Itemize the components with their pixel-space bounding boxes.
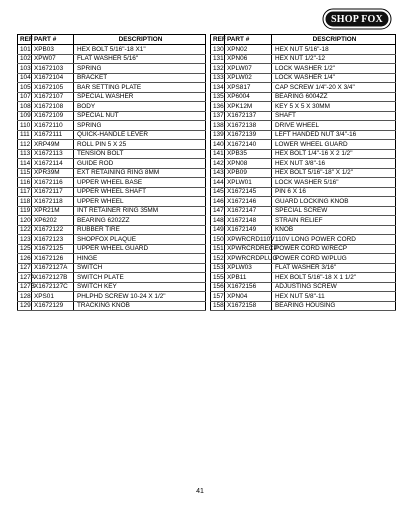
description-cell: UPPER WHEEL BASE	[74, 178, 206, 188]
description-cell: HEX NUT 5/8"-11	[272, 292, 396, 302]
part-number-cell: X1672108	[32, 102, 74, 112]
part-number-cell: X1672127C	[32, 282, 74, 292]
table-row	[211, 178, 396, 188]
part-number-cell: X1672149	[225, 225, 272, 235]
table-row	[18, 282, 206, 292]
ref-cell: 153	[211, 263, 225, 273]
part-number-cell: XPN06	[225, 54, 272, 64]
description-cell: EXT RETAINING RING 8MM	[74, 168, 206, 178]
ref-cell: 118	[18, 197, 32, 207]
part-number-cell: XP6202	[32, 216, 74, 226]
ref-cell: 142	[211, 159, 225, 169]
description-cell: SWITCH PLATE	[74, 273, 206, 283]
ref-cell: 119	[18, 206, 32, 216]
description-cell: TRACKING KNOB	[74, 301, 206, 311]
part-number-cell: XPS817	[225, 83, 272, 93]
table-row	[18, 206, 206, 216]
ref-cell: 157	[211, 292, 225, 302]
description-cell: POWER CORD W/PLUG	[272, 254, 396, 264]
part-number-cell: XPN04	[225, 292, 272, 302]
table-row	[18, 121, 206, 131]
part-number-cell: X1672127B	[32, 273, 74, 283]
description-cell: DRIVE WHEEL	[272, 121, 396, 131]
description-cell: FLAT WASHER 3/16"	[272, 263, 396, 273]
table-row	[18, 111, 206, 121]
description-cell: POWER CORD W/RECP	[272, 244, 396, 254]
part-number-cell: X1672139	[225, 130, 272, 140]
description-cell: SWITCH KEY	[74, 282, 206, 292]
table-row	[18, 140, 206, 150]
description-cell: GUIDE ROD	[74, 159, 206, 169]
ref-cell: 147	[211, 206, 225, 216]
part-number-cell: X1672138	[225, 121, 272, 131]
description-column-header: DESCRIPTION	[74, 35, 206, 45]
description-cell: PHLPHD SCREW 10-24 X 1/2"	[74, 292, 206, 302]
part-number-cell: XRP49M	[32, 140, 74, 150]
part-number-cell: X1672111	[32, 130, 74, 140]
table-row	[18, 244, 206, 254]
ref-cell: 117	[18, 187, 32, 197]
table-row	[18, 45, 206, 55]
description-cell: SWITCH	[74, 263, 206, 273]
description-cell: SHOPFOX PLAQUE	[74, 235, 206, 245]
ref-cell: 115	[18, 168, 32, 178]
table-row	[211, 197, 396, 207]
part-number-cell: XPR21M	[32, 206, 74, 216]
part-number-cell: XPWRCRD110V	[225, 235, 272, 245]
part-number-cell: X1672107	[32, 92, 74, 102]
ref-cell: 126	[18, 254, 32, 264]
description-cell: BODY	[74, 102, 206, 112]
table-row	[211, 149, 396, 159]
description-cell: SHAFT	[272, 111, 396, 121]
ref-cell: 144	[211, 178, 225, 188]
part-number-cell: X1672126	[32, 254, 74, 264]
ref-cell: 123	[18, 235, 32, 245]
table-row	[18, 197, 206, 207]
table-header-row	[18, 35, 206, 45]
part-number-cell: XPR39M	[32, 168, 74, 178]
part-number-cell: X1672147	[225, 206, 272, 216]
ref-cell: 137	[211, 111, 225, 121]
table-row	[18, 73, 206, 83]
description-cell: HEX BOLT 5/16"-18" X 1/2"	[272, 168, 396, 178]
description-cell: SPECIAL WASHER	[74, 92, 206, 102]
table-row	[211, 45, 396, 55]
description-cell: PIN 6 X 16	[272, 187, 396, 197]
description-cell: ROLL PIN 5 X 25	[74, 140, 206, 150]
ref-cell: 140	[211, 140, 225, 150]
part-number-cell: X1672118	[32, 197, 74, 207]
table-row	[18, 149, 206, 159]
ref-cell: 150	[211, 235, 225, 245]
description-cell: HEX NUT 1/2"-12	[272, 54, 396, 64]
ref-cell: 143	[211, 168, 225, 178]
ref-cell: 113	[18, 149, 32, 159]
description-cell: BAR SETTING PLATE	[74, 83, 206, 93]
parts-table-left	[17, 34, 206, 311]
ref-cell: 114	[18, 159, 32, 169]
description-cell: SPRING	[74, 121, 206, 131]
ref-cell: 129	[18, 301, 32, 311]
part-number-cell: X1672137	[225, 111, 272, 121]
ref-cell: 134	[211, 83, 225, 93]
description-cell: LOCK WASHER 1/2"	[272, 64, 396, 74]
ref-cell: 136	[211, 102, 225, 112]
part-number-cell: X1672125	[32, 244, 74, 254]
table-row	[211, 168, 396, 178]
table-row	[211, 130, 396, 140]
table-row	[18, 301, 206, 311]
table-row	[18, 54, 206, 64]
description-cell: LOCK WASHER 1/4"	[272, 73, 396, 83]
table-row	[18, 102, 206, 112]
part-number-cell: X1672123	[32, 235, 74, 245]
table-row	[211, 254, 396, 264]
ref-cell: 102	[18, 54, 32, 64]
ref-cell: 105	[18, 83, 32, 93]
description-cell: TENSION BOLT	[74, 149, 206, 159]
ref-cell: 122	[18, 225, 32, 235]
description-cell: HEX BOLT 1/4"-16 X 2 1/2"	[272, 149, 396, 159]
description-cell: ADJUSTING SCREW	[272, 282, 396, 292]
part-number-cell: XP6004	[225, 92, 272, 102]
table-row	[211, 292, 396, 302]
part-number-cell: X1672158	[225, 301, 272, 311]
ref-cell: 112	[18, 140, 32, 150]
table-row	[211, 54, 396, 64]
part-column-header: PART #	[32, 35, 74, 45]
ref-cell: 145	[211, 187, 225, 197]
part-number-cell: XPLW02	[225, 73, 272, 83]
part-number-cell: X1672129	[32, 301, 74, 311]
ref-cell: 109	[18, 111, 32, 121]
description-cell: LEFT HANDED NUT 3/4"-16	[272, 130, 396, 140]
part-number-cell: X1672148	[225, 216, 272, 226]
part-number-cell: XPK12M	[225, 102, 272, 112]
ref-cell: 152	[211, 254, 225, 264]
table-row	[211, 187, 396, 197]
description-cell: HEX BOLT 5/16"-18 X 1 1/2"	[272, 273, 396, 283]
part-number-cell: X1672109	[32, 111, 74, 121]
ref-cell: 131	[211, 54, 225, 64]
ref-cell: 127B	[18, 282, 32, 292]
ref-cell: 127	[18, 263, 32, 273]
table-row	[211, 102, 396, 112]
description-cell: LOCK WASHER 5/16"	[272, 178, 396, 188]
ref-column-header: REF	[211, 35, 225, 45]
part-number-cell: XPB09	[225, 168, 272, 178]
description-cell: UPPER WHEEL SHAFT	[74, 187, 206, 197]
table-row	[18, 178, 206, 188]
description-column-header: DESCRIPTION	[272, 35, 396, 45]
part-column-header: PART #	[225, 35, 272, 45]
description-cell: STRAIN RELIEF	[272, 216, 396, 226]
ref-cell: 139	[211, 130, 225, 140]
description-cell: BRACKET	[74, 73, 206, 83]
description-cell: HEX BOLT 5/16"-18 X1"	[74, 45, 206, 55]
part-number-cell: XPLW03	[225, 263, 272, 273]
part-number-cell: XPB03	[32, 45, 74, 55]
table-row	[18, 64, 206, 74]
part-number-cell: X1672122	[32, 225, 74, 235]
description-cell: SPRING	[74, 64, 206, 74]
ref-column-header: REF	[18, 35, 32, 45]
description-cell: KNOB	[272, 225, 396, 235]
description-cell: GUARD LOCKING KNOB	[272, 197, 396, 207]
part-number-cell: X1672114	[32, 159, 74, 169]
ref-cell: 110	[18, 121, 32, 131]
part-number-cell: XPN02	[225, 45, 272, 55]
description-cell: BEARING 6202ZZ	[74, 216, 206, 226]
description-cell: SPECIAL SCREW	[272, 206, 396, 216]
ref-cell: 132	[211, 64, 225, 74]
table-row	[211, 282, 396, 292]
ref-cell: 108	[18, 102, 32, 112]
table-row	[18, 225, 206, 235]
part-number-cell: XPS01	[32, 292, 74, 302]
table-row	[211, 111, 396, 121]
ref-cell: 120	[18, 216, 32, 226]
ref-cell: 138	[211, 121, 225, 131]
table-row	[211, 263, 396, 273]
table-row	[211, 216, 396, 226]
table-row	[211, 83, 396, 93]
table-row	[211, 206, 396, 216]
table-row	[18, 168, 206, 178]
part-number-cell: X1672117	[32, 187, 74, 197]
table-row	[18, 187, 206, 197]
ref-cell: 158	[211, 301, 225, 311]
ref-cell: 128	[18, 292, 32, 302]
table-header-row	[211, 35, 396, 45]
description-cell: INT RETAINER RING 35MM	[74, 206, 206, 216]
table-row	[211, 92, 396, 102]
part-number-cell: XPWRCRDRECP	[225, 244, 272, 254]
part-number-cell: X1672156	[225, 282, 272, 292]
ref-cell: 135	[211, 92, 225, 102]
ref-cell: 125	[18, 244, 32, 254]
part-number-cell: XPLW01	[225, 178, 272, 188]
table-row	[211, 121, 396, 131]
description-cell: BEARING 6004ZZ	[272, 92, 396, 102]
part-number-cell: X1672104	[32, 73, 74, 83]
ref-cell: 103	[18, 64, 32, 74]
description-cell: SPECIAL NUT	[74, 111, 206, 121]
description-cell: HEX NUT 5/16"-18	[272, 45, 396, 55]
part-number-cell: X1672105	[32, 83, 74, 93]
part-number-cell: XPB11	[225, 273, 272, 283]
description-cell: RUBBER TIRE	[74, 225, 206, 235]
description-cell: UPPER WHEEL	[74, 197, 206, 207]
part-number-cell: XPW07	[32, 54, 74, 64]
table-row	[211, 273, 396, 283]
ref-cell: 155	[211, 273, 225, 283]
part-number-cell: X1672103	[32, 64, 74, 74]
table-row	[18, 159, 206, 169]
logo-text: SHOP FOX	[331, 13, 383, 25]
table-row	[211, 73, 396, 83]
table-row	[211, 244, 396, 254]
table-row	[211, 235, 396, 245]
part-number-cell: XPN08	[225, 159, 272, 169]
table-row	[18, 273, 206, 283]
description-cell: 110V LONG POWER CORD	[272, 235, 396, 245]
table-row	[18, 235, 206, 245]
part-number-cell: X1672113	[32, 149, 74, 159]
shop-fox-logo	[322, 8, 392, 30]
table-row	[18, 216, 206, 226]
ref-cell: 151	[211, 244, 225, 254]
part-number-cell: XPLW07	[225, 64, 272, 74]
ref-cell: 107	[18, 92, 32, 102]
description-cell: LOWER WHEEL GUARD	[272, 140, 396, 150]
page-number: 41	[196, 488, 204, 495]
table-row	[211, 301, 396, 311]
description-cell: QUICK-HANDLE LEVER	[74, 130, 206, 140]
ref-cell: 130	[211, 45, 225, 55]
ref-cell: 148	[211, 216, 225, 226]
table-row	[211, 64, 396, 74]
description-cell: HEX NUT 3/8"-16	[272, 159, 396, 169]
part-number-cell: X1672140	[225, 140, 272, 150]
ref-cell: 141	[211, 149, 225, 159]
ref-cell: 149	[211, 225, 225, 235]
ref-cell: 146	[211, 197, 225, 207]
ref-cell: 127A	[18, 273, 32, 283]
table-row	[18, 130, 206, 140]
table-row	[211, 140, 396, 150]
table-row	[18, 292, 206, 302]
ref-cell: 133	[211, 73, 225, 83]
table-row	[18, 92, 206, 102]
ref-cell: 111	[18, 130, 32, 140]
table-row	[18, 254, 206, 264]
description-cell: CAP SCREW 1/4"-20 X 3/4"	[272, 83, 396, 93]
ref-cell: 104	[18, 73, 32, 83]
part-number-cell: X1672145	[225, 187, 272, 197]
part-number-cell: XPB35	[225, 149, 272, 159]
description-cell: BEARING HOUSING	[272, 301, 396, 311]
description-cell: UPPER WHEEL GUARD	[74, 244, 206, 254]
description-cell: KEY 5 X 5 X 30MM	[272, 102, 396, 112]
part-number-cell: XPWRCRDPLUG	[225, 254, 272, 264]
table-row	[211, 159, 396, 169]
parts-table-right	[210, 34, 396, 311]
ref-cell: 101	[18, 45, 32, 55]
table-row	[18, 263, 206, 273]
part-number-cell: X1672146	[225, 197, 272, 207]
description-cell: HINGE	[74, 254, 206, 264]
ref-cell: 156	[211, 282, 225, 292]
table-row	[18, 83, 206, 93]
part-number-cell: X1672110	[32, 121, 74, 131]
part-number-cell: X1672116	[32, 178, 74, 188]
part-number-cell: X1672127A	[32, 263, 74, 273]
table-row	[211, 225, 396, 235]
ref-cell: 116	[18, 178, 32, 188]
description-cell: FLAT WASHER 5/16"	[74, 54, 206, 64]
